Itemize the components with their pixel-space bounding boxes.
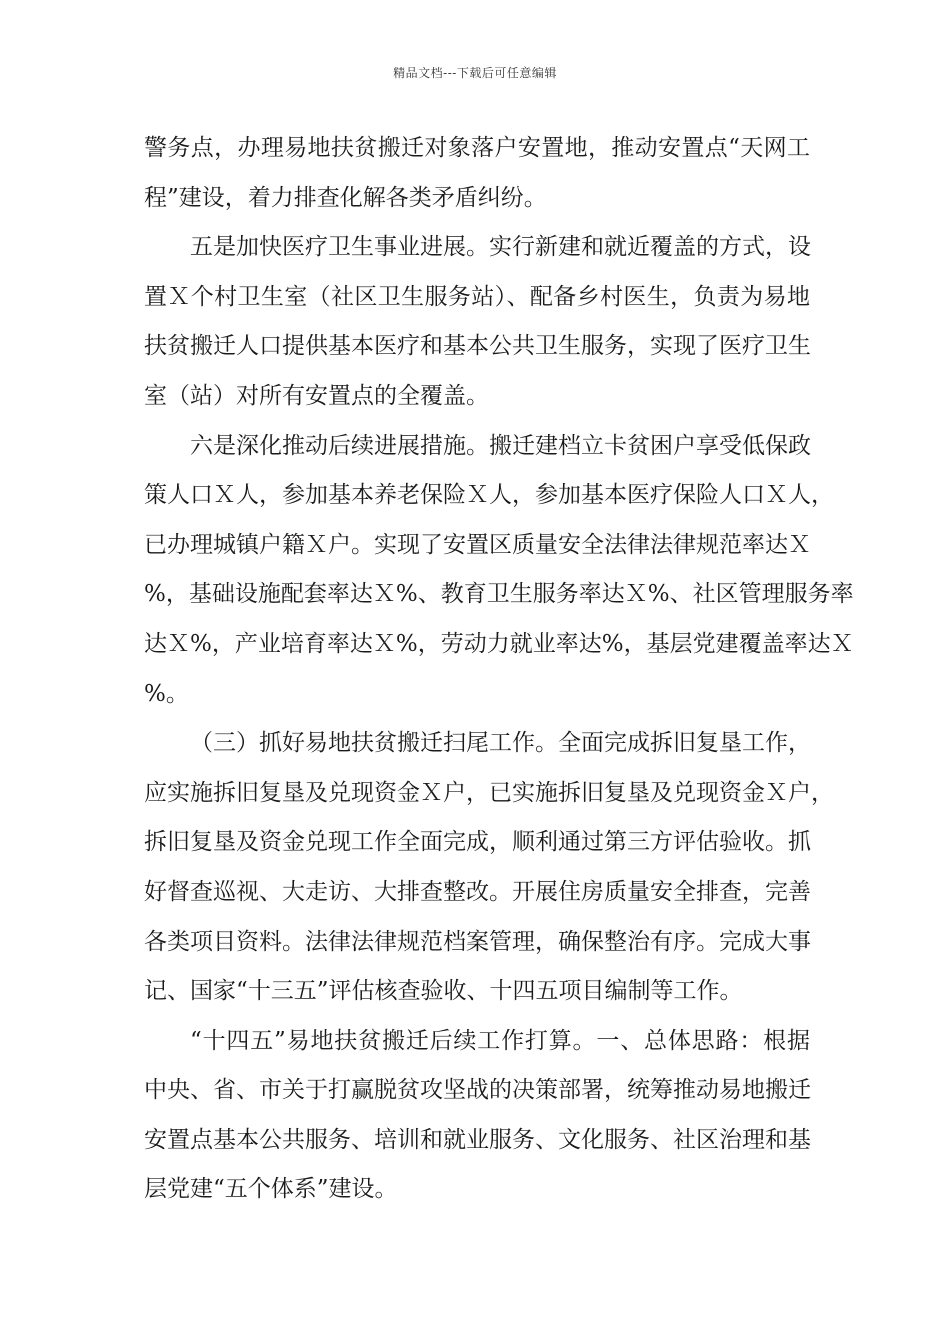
text-line: 室（站）对所有安置点的全覆盖。 xyxy=(144,382,489,409)
paragraph-2 xyxy=(144,223,810,421)
page-header: 精品文档---下载后可任意编辑 xyxy=(393,66,557,80)
text-line: 各类项目资料。法律法律规范档案管理，确保整治有序。完成大事 xyxy=(144,928,811,955)
text-line: 记、国家“十三五”评估核查验收、十四五项目编制等工作。 xyxy=(144,978,743,1005)
text-line: 策人口Ｘ人，参加基本养老保险Ｘ人，参加基本医疗保险人口Ｘ人， xyxy=(144,482,834,509)
text-line: 达Ｘ%，产业培育率达Ｘ%，劳动力就业率达%，基层党建覆盖率达Ｘ xyxy=(144,630,854,657)
text-line: 中央、省、市关于打赢脱贫攻坚战的决策部署，统筹推动易地搬迁 xyxy=(144,1077,811,1104)
text-line: 拆旧复垦及资金兑现工作全面完成，顺利通过第三方评估验收。抓 xyxy=(144,829,811,856)
text-line: %，基础设施配套率达Ｘ%、教育卫生服务率达Ｘ%、社区管理服务率 xyxy=(144,581,854,608)
text-line: 层党建“五个体系”建设。 xyxy=(144,1176,398,1203)
text-line: 已办理城镇户籍Ｘ户。实现了安置区质量安全法律法律规范率达Ｘ xyxy=(144,531,811,558)
paragraph-5 xyxy=(144,1017,810,1215)
text-line: 六是深化推动后续进展措施。搬迁建档立卡贫困户享受低保政 xyxy=(190,432,811,459)
text-line: 安置点基本公共服务、培训和就业服务、文化服务、社区治理和基 xyxy=(144,1126,811,1153)
text-line: 置Ｘ个村卫生室（社区卫生服务站）、配备乡村医生，负责为易地 xyxy=(144,283,810,310)
text-line: （三）抓好易地扶贫搬迁扫尾工作。全面完成拆旧复垦工作， xyxy=(190,730,811,757)
text-line: 五是加快医疗卫生事业进展。实行新建和就近覆盖的方式，设 xyxy=(190,234,811,261)
text-line: “十四五”易地扶贫搬迁后续工作打算。一、总体思路：根据 xyxy=(190,1027,810,1054)
text-line: 警务点，办理易地扶贫搬迁对象落户安置地，推动安置点“天网工 xyxy=(144,135,810,161)
text-line: 程”建设，着力排查化解各类矛盾纠纷。 xyxy=(144,184,547,211)
text-line: 扶贫搬迁人口提供基本医疗和基本公共卫生服务，实现了医疗卫生 xyxy=(144,333,811,360)
paragraph-1 xyxy=(144,124,810,223)
document-body xyxy=(144,124,854,1215)
paragraph-3 xyxy=(144,422,854,720)
text-line: %。 xyxy=(144,680,189,707)
text-line: 好督查巡视、大走访、大排查整改。开展住房质量安全排查，完善 xyxy=(144,878,811,905)
text-line: 应实施拆旧复垦及兑现资金Ｘ户，已实施拆旧复垦及兑现资金Ｘ户， xyxy=(144,779,834,806)
paragraph-4 xyxy=(144,719,834,1017)
